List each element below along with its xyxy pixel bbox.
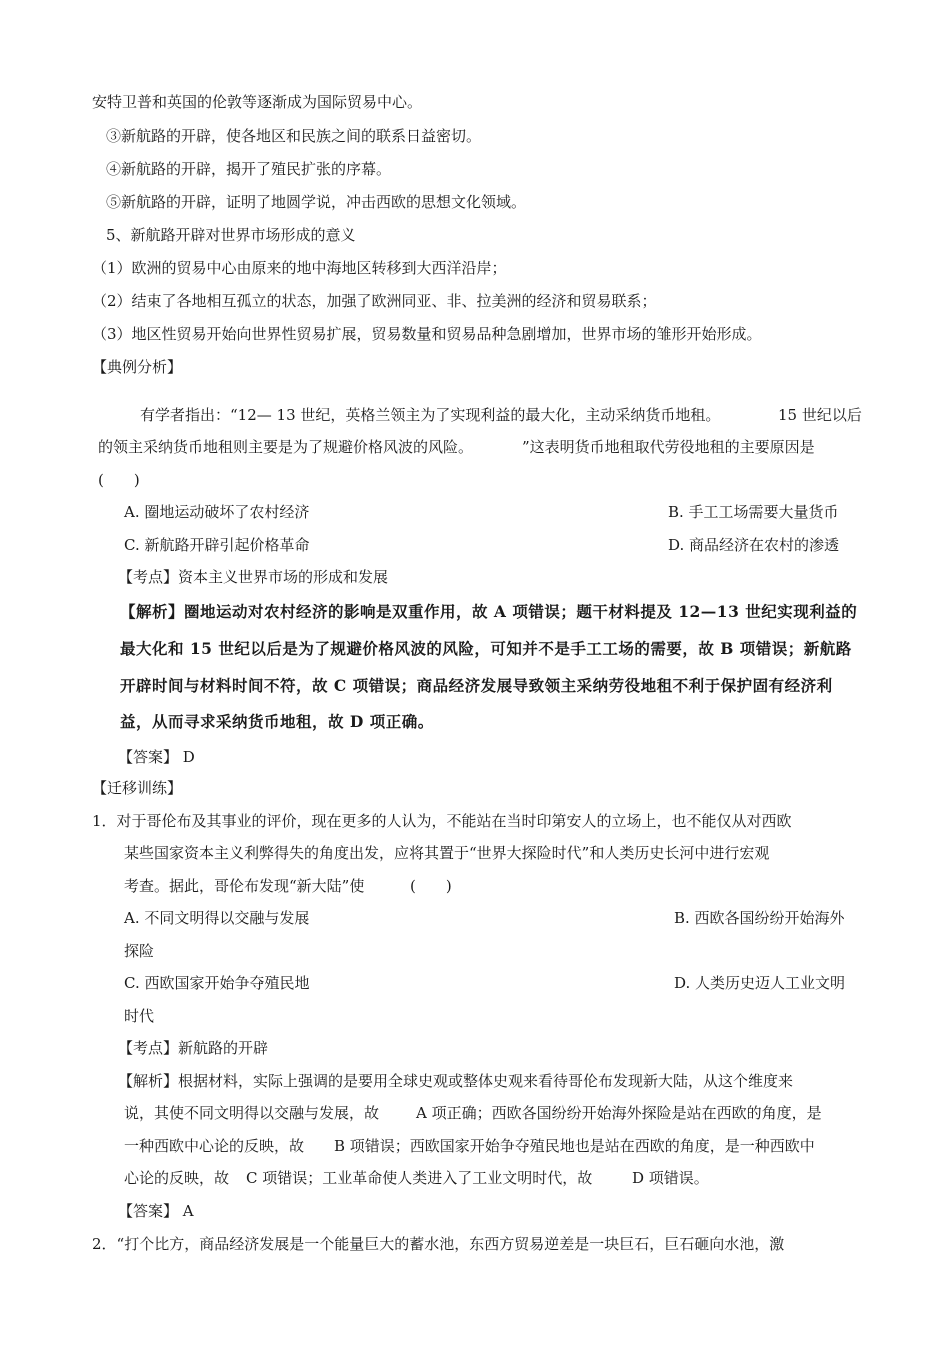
option-a: A. 圈地运动破坏了农村经济 [124, 503, 310, 521]
example-heading: 【典例分析】 [92, 358, 183, 376]
q1-answer: 【答案】 A [118, 1202, 194, 1220]
question-paren: ( ) [98, 471, 140, 489]
intro-point-4: ④新航路的开辟，揭开了殖民扩张的序幕。 [106, 160, 392, 178]
question-text-2b: ”这表明货币地租取代劳役地租的主要原因是 [522, 438, 815, 456]
significance-1: （1）欧洲的贸易中心由原来的地中海地区转移到大西洋沿岸； [92, 259, 507, 277]
option-c: C. 新航路开辟引起价格革命 [124, 536, 310, 554]
q1-analysis-4a: 心论的反映，故 [124, 1169, 230, 1187]
q1-option-c: C. 西欧国家开始争夺殖民地 [124, 974, 310, 992]
question-text-1b: 15 世纪以后 [778, 406, 862, 424]
q1-analysis-3b: B 项错误；西欧国家开始争夺殖民地也是站在西欧的角度，是一种西欧中 [334, 1137, 815, 1155]
q1-option-b-cont: 探险 [124, 942, 155, 960]
q1-line-2: 某些国家资本主义利弊得失的角度出发，应将其置于“世界大探险时代”和人类历史长河中进行宏观 [124, 844, 770, 862]
intro-point-3: ③新航路的开辟，使各地区和民族之间的联系日益密切。 [106, 127, 482, 145]
q1-analysis-4c: D 项错误。 [632, 1169, 709, 1187]
significance-3: （3）地区性贸易开始向世界性贸易扩展，贸易数量和贸易品种急剧增加，世界市场的雏形开始形成。 [92, 325, 762, 343]
analysis-line-4: 益，从而寻求采纳货币地租，故 D 项正确。 [120, 712, 434, 731]
option-b: B. 手工工场需要大量货币 [668, 503, 839, 521]
question-text-2a: 的领主采纳货币地租则主要是为了规避价格风波的风险。 [98, 438, 474, 456]
section-5-heading: 5、新航路开辟对世界市场形成的意义 [106, 226, 356, 244]
q1-paren: ( ) [410, 877, 452, 895]
analysis-line-1: 【解析】圈地运动对农村经济的影响是双重作用，故 A 项错误；题干材料提及 12—13 世纪实现利益的 [120, 602, 858, 621]
q1-option-b: B. 西欧各国纷纷开始海外 [674, 909, 845, 927]
q1-analysis-2b: A 项正确；西欧各国纷纷开始海外探险是站在西欧的角度，是 [416, 1104, 822, 1122]
q1-option-a: A. 不同文明得以交融与发展 [124, 909, 310, 927]
q1-line-1: 1．对于哥伦布及其事业的评价，现在更多的人认为，不能站在当时印第安人的立场上，也不能仅从对西欧 [92, 812, 792, 830]
practice-heading: 【迁移训练】 [92, 779, 183, 797]
q1-option-d-cont: 时代 [124, 1007, 155, 1025]
kaodian-label: 【考点】资本主义世界市场的形成和发展 [118, 568, 389, 586]
answer-label: 【答案】 D [118, 748, 195, 766]
q1-kaodian: 【考点】新航路的开辟 [118, 1039, 269, 1057]
question-text-1a: 有学者指出：“12— 13 世纪，英格兰领主为了实现利益的最大化，主动采纳货币地租。 [140, 406, 721, 424]
intro-point-5: ⑤新航路的开辟，证明了地圆学说，冲击西欧的思想文化领域。 [106, 193, 527, 211]
significance-2: （2）结束了各地相互孤立的状态，加强了欧洲同亚、非、拉美洲的经济和贸易联系； [92, 292, 657, 310]
analysis-line-2: 最大化和 15 世纪以后是为了规避价格风波的风险，可知并不是手工工场的需要，故 B 项错误；新航路 [120, 639, 852, 658]
q1-analysis-3a: 一种西欧中心论的反映，故 [124, 1137, 305, 1155]
q1-line-3a: 考查。据此，哥伦布发现“新大陆”使 [124, 877, 365, 895]
q1-option-d: D. 人类历史迈人工业文明 [674, 974, 846, 992]
option-d: D. 商品经济在农村的渗透 [668, 536, 840, 554]
q1-analysis-1: 【解析】根据材料，实际上强调的是要用全球史观或整体史观来看待哥伦布发现新大陆，从这个维度来 [118, 1072, 794, 1090]
q1-analysis-2a: 说，其使不同文明得以交融与发展，故 [124, 1104, 380, 1122]
intro-line-0: 安特卫普和英国的伦敦等逐渐成为国际贸易中心。 [92, 93, 423, 111]
analysis-line-3: 开辟时间与材料时间不符，故 C 项错误；商品经济发展导致领主采纳劳役地租不利于保护固有经济利 [120, 676, 833, 695]
q2-line-1: 2．“打个比方，商品经济发展是一个能量巨大的蓄水池，东西方贸易逆差是一块巨石，巨石砸向水池，激 [92, 1235, 785, 1253]
q1-analysis-4b: C 项错误；工业革命使人类进入了工业文明时代，故 [246, 1169, 593, 1187]
